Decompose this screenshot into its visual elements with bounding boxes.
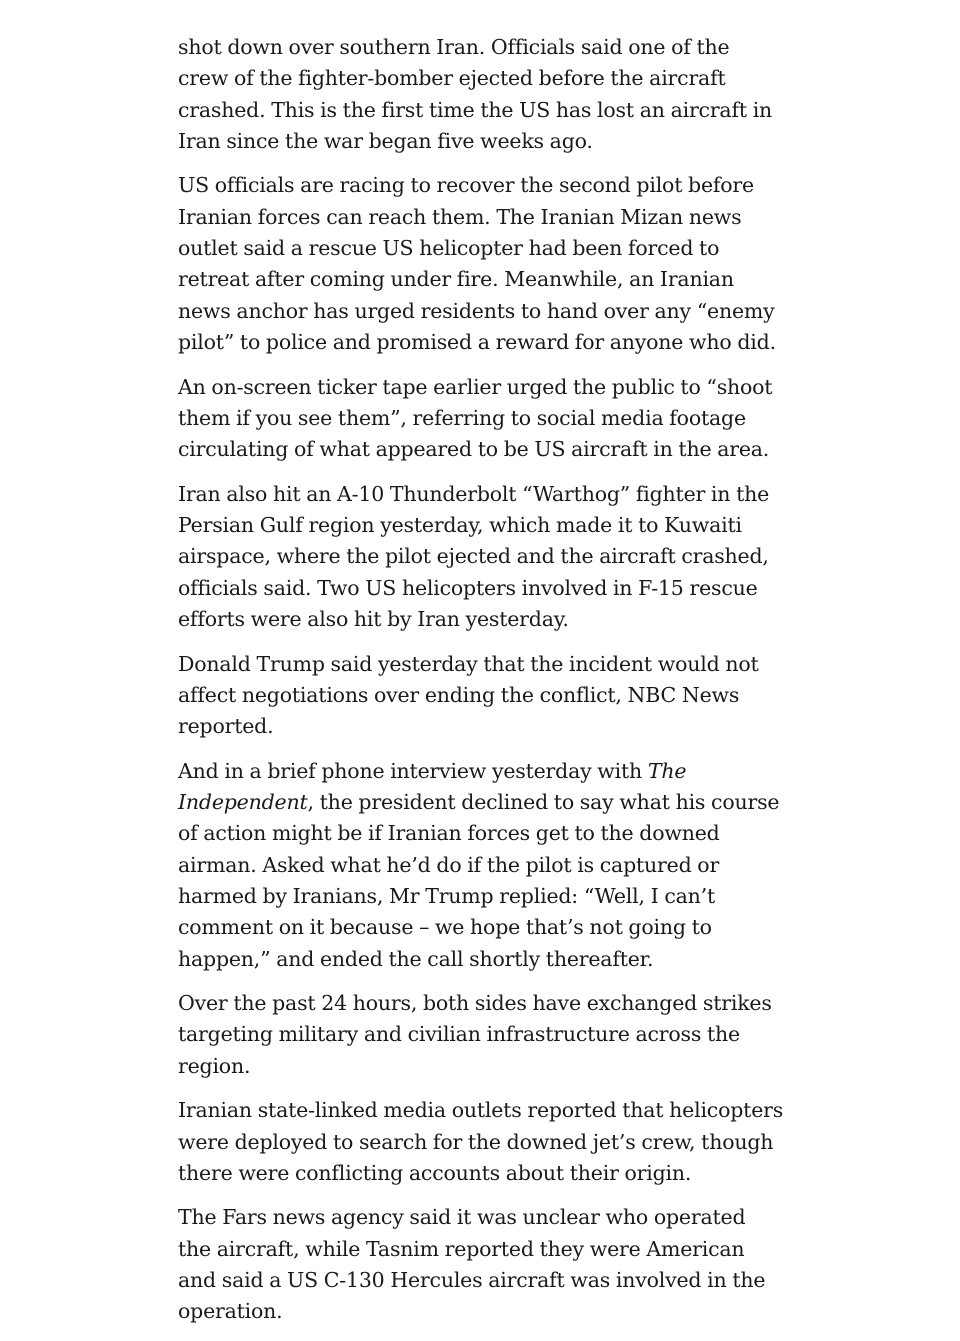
article-paragraph: Over the past 24 hours, both sides have exchanged strikes targeting military and civilian infrastructure across the region. xyxy=(178,991,772,1078)
article-paragraph: The Fars news agency said it was unclear who operated the aircraft, while Tasnim reported they were American and said a US C-130 Hercules aircraft was involved in the operation. xyxy=(178,1205,766,1324)
article-paragraph: Iranian state-linked media outlets reported that helicopters were deployed to search for the downed jet’s crew, though there were conflicting accounts about their origin. xyxy=(178,1098,784,1185)
article-paragraph xyxy=(178,756,784,975)
paragraph-text: And in a brief phone interview yesterday with xyxy=(178,758,648,783)
article-paragraph: US officials are racing to recover the second pilot before Iranian forces can reach them. The Iranian Mizan news outlet said a rescue US helicopter had been forced to retreat after coming under fire. Meanwhile, an Iranian news anchor has urged residents to hand over any “enemy pilot” to police and promised a reward for anyone who did. xyxy=(178,173,776,354)
article-paragraph: An on-screen ticker tape earlier urged the public to “shoot them if you see them”, referring to social media footage circulating of what appeared to be US aircraft in the area. xyxy=(178,374,773,462)
article-paragraph: shot down over southern Iran. Officials said one of the crew of the fighter-bomber ejected before the aircraft crashed. This is the first time the US has lost an aircraft in Iran since the war began five weeks ago. xyxy=(178,35,773,153)
article-paragraph: Donald Trump said yesterday that the incident would not affect negotiations over ending the conflict, NBC News reported. xyxy=(178,651,759,739)
paragraph-text: , the president declined to say what his course of action might be if Iranian forces get to the downed airman. Asked what he’d do if the pilot is captured or harmed by Iranians, Mr Trump replied: “Well, I can’t comment on it because – we hope that’s not going to happen,” and ended the call shortly thereafter. xyxy=(178,790,780,971)
publication-name: The Independent xyxy=(178,758,687,815)
article-paragraph: Iran also hit an A-10 Thunderbolt “Warthog” fighter in the Persian Gulf region yesterday, which made it to Kuwaiti airspace, where the pilot ejected and the aircraft crashed, officials said. Two US helicopters involved in F-15 rescue efforts were also hit by Iran yesterday. xyxy=(178,481,770,631)
article-body xyxy=(178,32,784,1341)
